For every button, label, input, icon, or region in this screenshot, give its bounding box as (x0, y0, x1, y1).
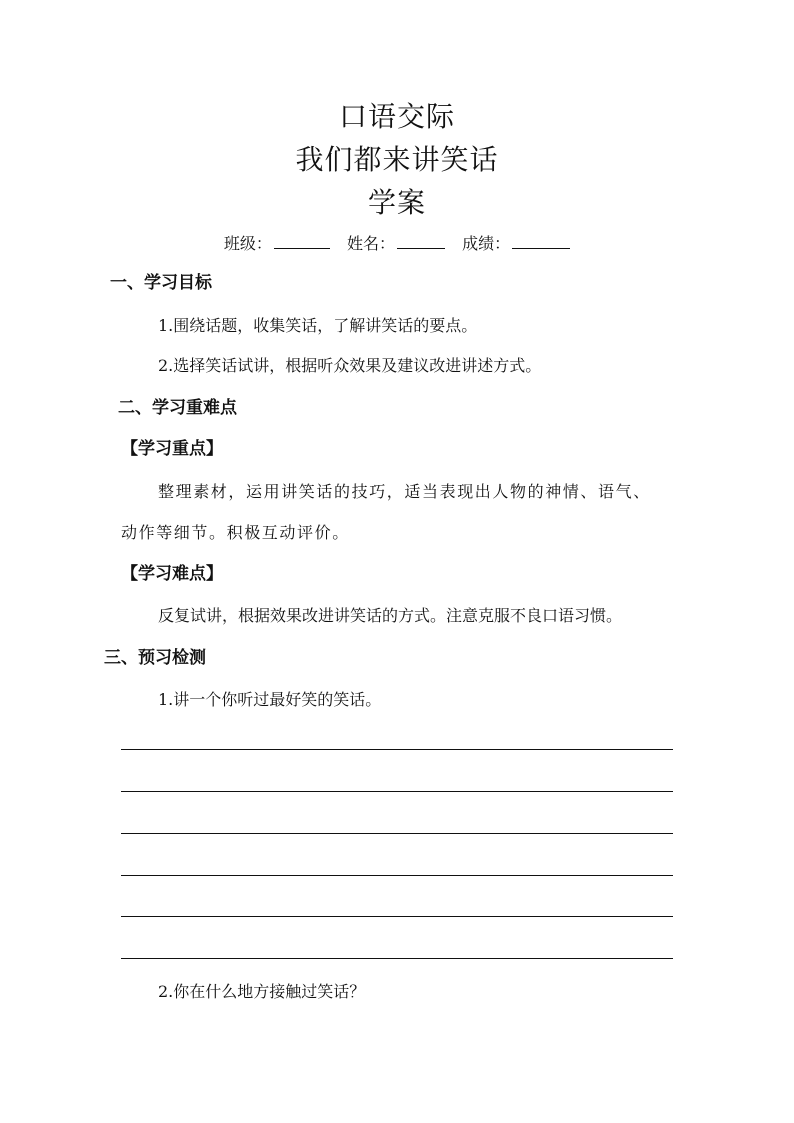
class-blank[interactable] (274, 232, 330, 249)
key-points-text-line-2: 动作等细节。积极互动评价。 (121, 523, 350, 542)
key-points-text-line-1: 整理素材，运用讲笑话的技巧，适当表现出人物的神情、语气、 (158, 482, 651, 501)
name-blank[interactable] (397, 232, 445, 249)
question-1: 1.讲一个你听过最好笑的笑话。 (158, 690, 382, 709)
section-heading-preview: 三、预习检测 (104, 648, 206, 668)
class-field (224, 232, 330, 255)
answer-line[interactable] (121, 875, 673, 876)
section-heading-focus: 二、学习重难点 (118, 398, 237, 418)
student-info-row (0, 232, 794, 255)
title-line-3: 学案 (367, 186, 426, 219)
goal-item-2: 2.选择笑话试讲，根据听众效果及建议改进讲述方式。 (158, 356, 542, 375)
answer-line[interactable] (121, 749, 673, 750)
score-blank[interactable] (512, 232, 570, 249)
question-2: 2.你在什么地方接触过笑话？ (158, 982, 366, 1001)
difficult-points-label: 【学习难点】 (121, 564, 223, 584)
goal-item-1: 1.围绕话题，收集笑话，了解讲笑话的要点。 (158, 316, 478, 335)
class-label: 班级： (223, 234, 272, 253)
answer-line[interactable] (121, 958, 673, 959)
answer-line[interactable] (121, 791, 673, 792)
title-line-2: 我们都来讲笑话 (295, 143, 499, 176)
score-label: 成绩： (462, 234, 511, 253)
answer-line[interactable] (121, 833, 673, 834)
difficult-points-text: 反复试讲，根据效果改进讲笑话的方式。注意克服不良口语习惯。 (158, 606, 623, 625)
answer-line[interactable] (121, 916, 673, 917)
section-heading-goals: 一、学习目标 (110, 273, 212, 293)
name-field (347, 232, 445, 255)
title-line-1: 口语交际 (338, 100, 455, 133)
key-points-label: 【学习重点】 (121, 439, 223, 459)
name-label: 姓名： (346, 234, 395, 253)
score-field (462, 232, 570, 255)
